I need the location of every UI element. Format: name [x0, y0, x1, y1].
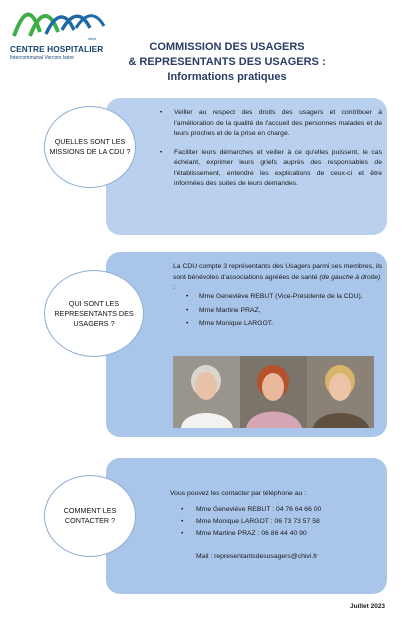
document-date: Juillet 2023 [350, 603, 386, 610]
logo-name: CENTRE HOSPITALIER [10, 44, 104, 54]
phone-item: • Mme Martine PRAZ : 06 86 44 40 90 [181, 528, 381, 540]
phone-item: • Mme Geneviève REBUT : 04 76 64 66 00 [181, 504, 381, 516]
title-line-3: Informations pratiques [167, 71, 287, 83]
portrait-photo [307, 356, 374, 428]
representatives-list [186, 292, 382, 333]
representatives-question: QUI SONT LES REPRESENTANTS DES USAGERS ? [54, 298, 134, 328]
logo-chivi-text: chivi [88, 36, 97, 41]
representatives-intro-end: : [173, 284, 175, 291]
logo-subtitle: Intercommunal Vercors Isère [10, 55, 74, 61]
title-line-2: & REPRESENTANTS DES USAGERS : [128, 56, 326, 68]
missions-question: QUELLES SONT LES MISSIONS DE LA CDU ? [49, 137, 131, 156]
hospital-logo [8, 6, 118, 66]
contact-question-oval [44, 475, 136, 557]
representatives-intro [173, 262, 383, 294]
contact-question: COMMENT LES CONTACTER ? [63, 506, 117, 525]
missions-question-oval [44, 106, 136, 188]
missions-bullet-2: • Faciliter leurs démarches et veiller à ce qu'elles puissent, le cas échéant, exprimer leurs griefs auprès des responsables de l'établissement, entendre les explications de ceux-ci et être informées des suites de leurs demandes. [160, 148, 382, 190]
contact-email[interactable]: Mail : representantsdesusagers@chivi.fr [196, 553, 318, 560]
missions-list [160, 108, 382, 198]
portrait-photo [173, 356, 240, 428]
member-item: • Mme Martine PRAZ, [186, 306, 382, 317]
representatives-intro-italic: (de gauche à droite) [319, 273, 381, 281]
phone-list [181, 504, 381, 540]
representatives-question-oval [44, 270, 144, 357]
missions-bullet-1: • Veiller au respect des droits des usagers et contribuer à l'amélioration de la qualité de l'accueil des personnes malades et de leurs proches et de la prise en charge. [160, 108, 382, 140]
title-line-1: COMMISSION DES USAGERS [149, 41, 305, 53]
member-item: • Mme Geneviève REBUT (Vice-Présidente de la CDU), [186, 292, 382, 303]
contact-intro: Vous pouvez les contacter par téléphone au : [170, 490, 307, 497]
page-title [118, 40, 336, 85]
representatives-photo [173, 356, 374, 428]
portrait-photo [240, 356, 307, 428]
representatives-intro-text: La CDU compte 3 représentants des Usagers parmi ses membres, ils sont bénévoles d'associations agréées de santé [173, 263, 383, 281]
member-item: • Mme Monique LARGOT. [186, 319, 382, 330]
phone-item: • Mme Monique LARGOT : 06 73 73 57 58 [181, 516, 381, 528]
